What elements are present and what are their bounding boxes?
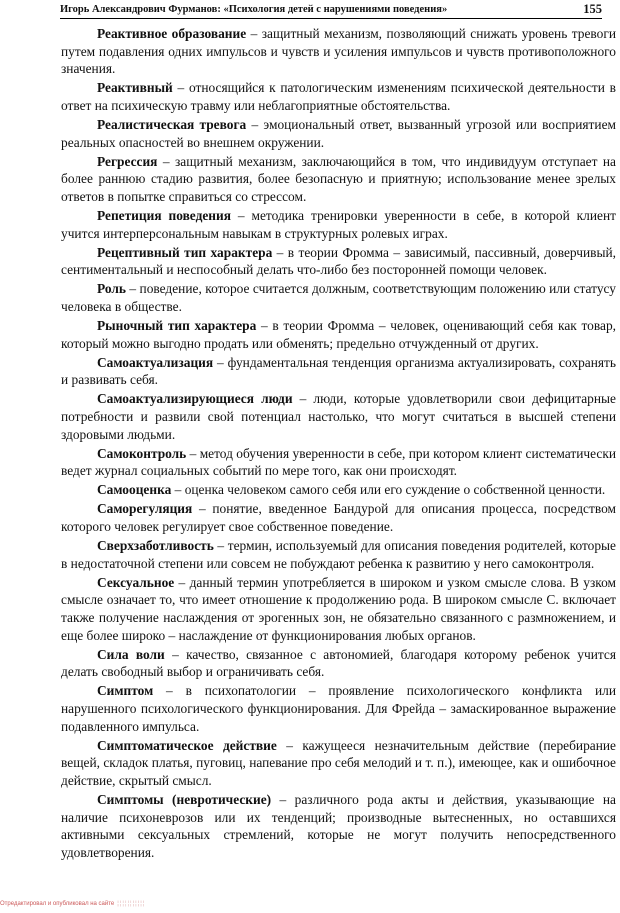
glossary-entry [61,390,616,443]
entry-term: Саморегуляция [97,501,193,517]
entry-term: Самоактуализация [97,354,214,370]
glossary-entry [61,153,616,206]
glossary-body [61,25,616,863]
glossary-entry [61,481,616,499]
entry-term: Самооценка [97,482,172,498]
glossary-entry [61,317,616,352]
entry-definition: – понятие, введенное Бандурой для описания процесса, посредством которого человек регулирует свое собственное поведение. [61,501,616,535]
entry-term: Реактивный [97,80,173,96]
glossary-entry [61,116,616,151]
glossary-entry [61,25,616,78]
entry-definition: – кажущееся незначительным действие (перебирание вещей, складок платья, пуговиц, напевание про себя мелодий и т. п.), имеющее, как и ошибочное действие, скрытый смысл. [61,737,616,788]
footer-watermark [0,901,620,913]
entry-definition: – в теории Фромма – зависимый, пассивный, доверчивый, сентиментальный и неспособный делать что-либо без посторонней помощи человек. [61,244,617,278]
entry-term: Симптомы (невротические) [97,791,272,807]
entry-term: Рецептивный тип характера [97,244,273,260]
entry-term: Самоактуализирующиеся люди [97,391,293,407]
glossary-entry [61,791,616,861]
entry-term: Реалистическая тревога [97,116,247,132]
entry-term: Регрессия [97,153,158,169]
watermark-text: Отредактировал и опубликовал на сайте [0,901,115,907]
entry-definition: – качество, связанное с автономией, благодаря которому ребенок учится делать свободный выбор и ограничивать себя. [61,646,616,680]
page-number: 155 [583,2,602,16]
entry-definition: – защитный механизм, заключающийся в том, что индивидуум отступает на более раннюю стадию развития, более безопасную и приятную; использование менее зрелых ответов в попытке справиться со стрессом. [61,153,616,204]
entry-definition: – защитный механизм, позволяющий снижать уровень тревоги путем подавления одних импульсов и чувств и усиления импульсов и чувств противоположного значения. [61,26,616,77]
entry-term: Сексуальное [97,574,175,590]
glossary-entry [61,280,616,315]
entry-term: Сверхзаботливость [97,538,214,554]
entry-definition: – в психопатологии – проявление психологического конфликта или нарушенного психологического функционирования. Для Фрейда – замаскированное выражение подавленного импульса. [61,683,616,734]
glossary-entry [61,354,616,389]
entry-term: Реактивное образование [97,26,247,41]
entry-term: Роль [97,281,126,297]
entry-definition: – оценка человеком самого себя или его суждение о собственной ценности. [171,482,606,498]
glossary-entry [61,574,616,644]
glossary-entry [61,79,616,114]
entry-definition: – эмоциональный ответ, вызванный угрозой или восприятием реальных опасностей во внешнем окружении. [61,116,616,150]
entry-term: Симптоматическое действие [97,737,277,753]
entry-term: Самоконтроль [97,445,187,461]
running-header [60,2,602,19]
entry-definition: – метод обучения уверенности в себе, при котором клиент систематически ведет журнал социальных событий по мере того, как они происходят. [61,445,616,479]
glossary-entry [61,682,616,735]
entry-definition: – методика тренировки уверенности в себе, в которой клиент учится интерперсональным навыкам в структурных ролевых играх. [61,207,616,241]
entry-definition: – фундаментальная тенденция организма актуализировать, сохранять и развивать себя. [61,354,616,388]
glossary-entry [61,737,616,790]
entry-term: Рыночный тип характера [97,318,257,333]
entry-definition: – данный термин употребляется в широком и узком смысле слова. В узком смысле означает то, что имеет отношение к продолжению рода. В широком смысле С. включает также получение наслаждения от эрогенных зон, не обязательно связанного с размножением, и еще более широко – наслаждение от функционирования любых органов. [61,574,616,643]
watermark-decoration: ¦¦¦¦¦¦¦¦¦¦¦ [117,901,146,907]
entry-definition: – различного рода акты и действия, указывающие на наличие психоневрозов или их тенденций; производные вытесненных, но оставшихся активными сексуальных стремлений, которые не могут получить непосредственного удовлетворения. [61,791,616,860]
glossary-entry [61,445,616,480]
entry-definition: – в теории Фромма – человек, оценивающий себя как товар, который можно выгодно продать или обменять; предельно отчужденный от других. [61,318,616,351]
entry-definition: – поведение, которое считается должным, соответствующим положению или статусу человека в обществе. [61,281,616,314]
glossary-entry [61,500,616,535]
entry-term: Сила воли [97,646,165,662]
entry-definition: – термин, используемый для описания поведения родителей, которые в недостаточной степени или совсем не побуждают ребенка к развитию у него самоконтроля. [61,538,616,571]
entry-term: Репетиция поведения [97,207,231,223]
entry-term: Симптом [97,683,154,699]
glossary-entry [61,244,616,279]
glossary-entry [61,537,616,572]
entry-definition: – люди, которые удовлетворили свои дефицитарные потребности и развили свой потенциал настолько, что могут считаться в высшей степени здоровыми людьми. [61,391,616,442]
entry-definition: – относящийся к патологическим изменениям психической деятельности в ответ на психическую травму или неблагоприятные обстоятельства. [61,80,616,113]
glossary-entry [61,207,616,242]
header-title: Игорь Александрович Фурманов: «Психология детей с нарушениями поведения» [60,4,448,15]
glossary-entry [61,646,616,681]
